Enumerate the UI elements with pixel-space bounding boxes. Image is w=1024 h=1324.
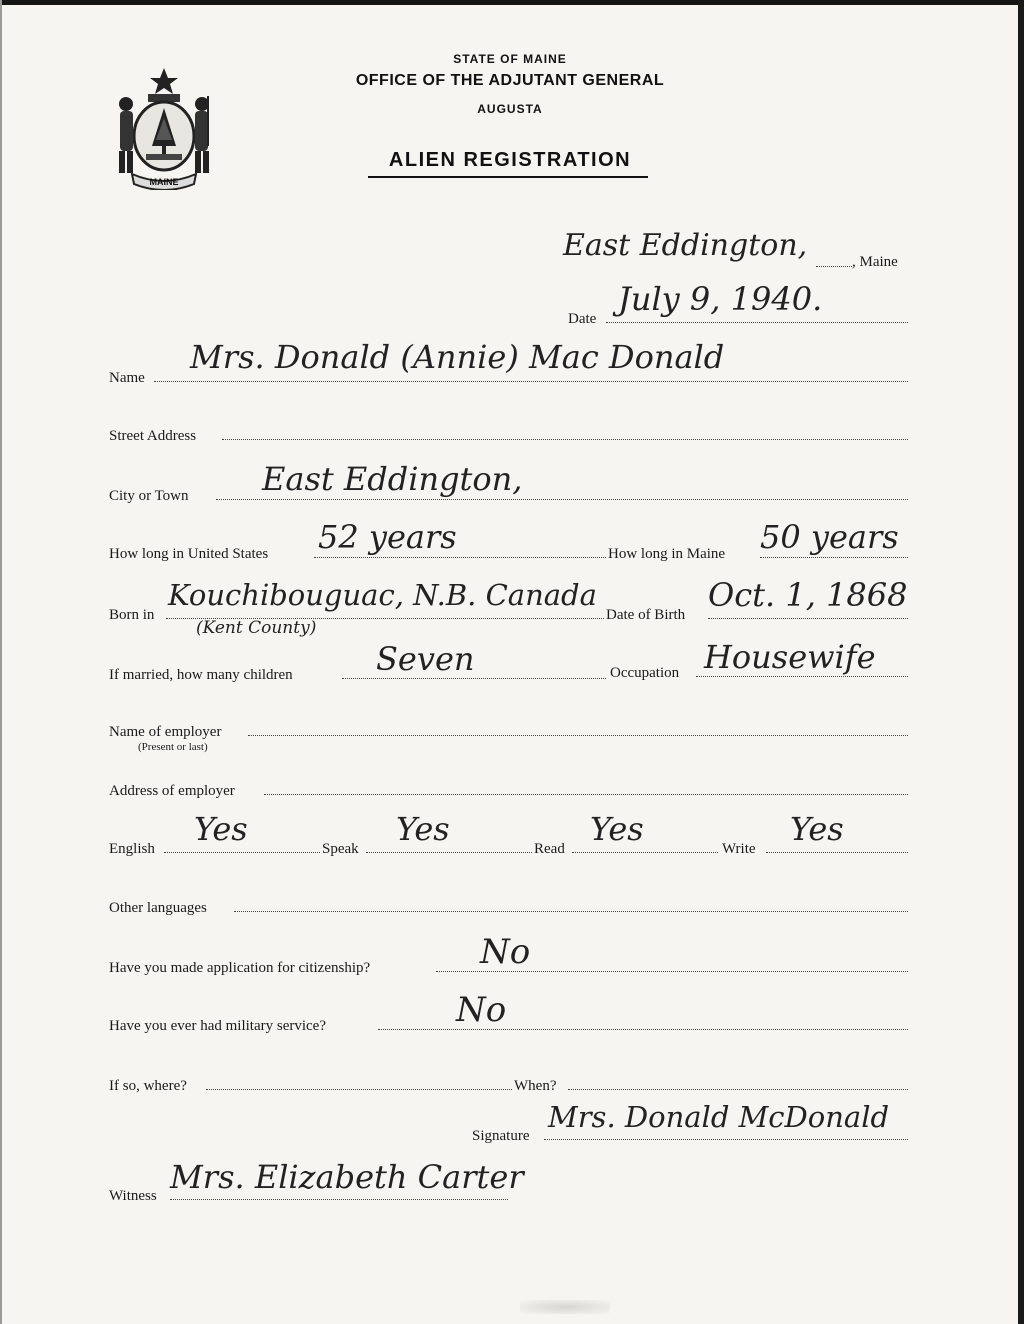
english-label: English: [109, 841, 155, 857]
name-entry[interactable]: Mrs. Donald (Annie) Mac Donald: [190, 338, 725, 376]
when-label: When?: [514, 1078, 557, 1094]
speak-label: Speak: [322, 841, 359, 857]
state-heading: STATE OF MAINE: [453, 52, 567, 66]
place-entry[interactable]: East Eddington,: [563, 228, 808, 263]
read-label: Read: [534, 841, 565, 857]
how-long-maine-label: How long in Maine: [608, 546, 726, 562]
title-underline: [368, 176, 648, 178]
employer-name-note: (Present or last): [138, 741, 208, 753]
city-or-town-entry[interactable]: East Eddington,: [262, 460, 523, 498]
date-dotted-line: [606, 322, 908, 323]
write-dotted-line: [766, 852, 908, 853]
street-address-label: Street Address: [109, 428, 197, 444]
place-dotted-line: [816, 266, 852, 267]
citizenship-label: Have you made application for citizenship?: [109, 960, 371, 976]
maine-label: , Maine: [852, 254, 898, 270]
employer-address-label: Address of employer: [109, 783, 235, 799]
employer-name-dotted-line: [248, 735, 908, 736]
children-label: If married, how many children: [109, 667, 293, 683]
how-long-us-label: How long in United States: [109, 546, 269, 562]
city-or-town-dotted-line: [216, 499, 908, 500]
occupation-label: Occupation: [610, 665, 680, 681]
maine-state-seal: [112, 66, 216, 190]
occupation-entry[interactable]: Housewife: [704, 638, 876, 676]
signature-entry[interactable]: Mrs. Donald McDonald: [548, 1100, 890, 1134]
military-entry[interactable]: No: [456, 990, 507, 1030]
write-entry[interactable]: Yes: [790, 810, 844, 848]
children-dotted-line: [342, 678, 606, 679]
children-entry[interactable]: Seven: [376, 640, 475, 678]
how-long-us-entry[interactable]: 52 years: [318, 518, 457, 556]
form-title: ALIEN REGISTRATION: [388, 149, 632, 171]
street-address-dotted-line: [222, 439, 908, 440]
city-heading: AUGUSTA: [477, 102, 543, 116]
how-long-maine-dotted-line: [760, 557, 908, 558]
speak-dotted-line: [366, 852, 532, 853]
when-dotted-line: [568, 1089, 908, 1090]
name-dotted-line: [154, 381, 908, 382]
paper-scuff-mark: [520, 1300, 610, 1314]
witness-label: Witness: [109, 1188, 157, 1204]
witness-dotted-line: [170, 1199, 508, 1200]
citizenship-entry[interactable]: No: [480, 932, 531, 972]
where-dotted-line: [206, 1089, 512, 1090]
office-heading: OFFICE OF THE ADJUTANT GENERAL: [355, 72, 665, 89]
date-of-birth-entry[interactable]: Oct. 1, 1868: [708, 576, 908, 614]
name-label: Name: [109, 370, 145, 386]
how-long-us-dotted-line: [314, 557, 606, 558]
date-of-birth-label: Date of Birth: [606, 607, 686, 623]
city-or-town-label: City or Town: [109, 488, 189, 504]
signature-label: Signature: [472, 1128, 530, 1144]
born-in-label: Born in: [109, 607, 155, 623]
occupation-dotted-line: [696, 676, 908, 677]
english-dotted-line: [164, 852, 320, 853]
if-so-where-label: If so, where?: [109, 1078, 187, 1094]
born-in-entry[interactable]: Kouchibouguac, N.B. Canada: [168, 578, 597, 612]
date-of-birth-dotted-line: [708, 618, 908, 619]
employer-name-label: Name of employer: [109, 724, 222, 740]
read-dotted-line: [572, 852, 718, 853]
write-label: Write: [722, 841, 756, 857]
scan-border-top: [0, 0, 1024, 5]
read-entry[interactable]: Yes: [590, 810, 644, 848]
other-languages-dotted-line: [234, 911, 908, 912]
witness-entry[interactable]: Mrs. Elizabeth Carter: [170, 1158, 524, 1196]
other-languages-label: Other languages: [109, 900, 207, 916]
born-in-county-note: (Kent County): [196, 618, 317, 638]
english-entry[interactable]: Yes: [194, 810, 248, 848]
signature-dotted-line: [544, 1139, 908, 1140]
military-label: Have you ever had military service?: [109, 1018, 326, 1034]
scan-border-right: [1018, 0, 1024, 1324]
how-long-maine-entry[interactable]: 50 years: [760, 518, 899, 556]
date-label: Date: [568, 311, 597, 327]
employer-address-dotted-line: [264, 794, 908, 795]
speak-entry[interactable]: Yes: [396, 810, 450, 848]
scan-border-left: [0, 0, 2, 1324]
seal-banner-text: MAINE: [149, 177, 179, 187]
date-entry[interactable]: July 9, 1940.: [618, 280, 823, 318]
